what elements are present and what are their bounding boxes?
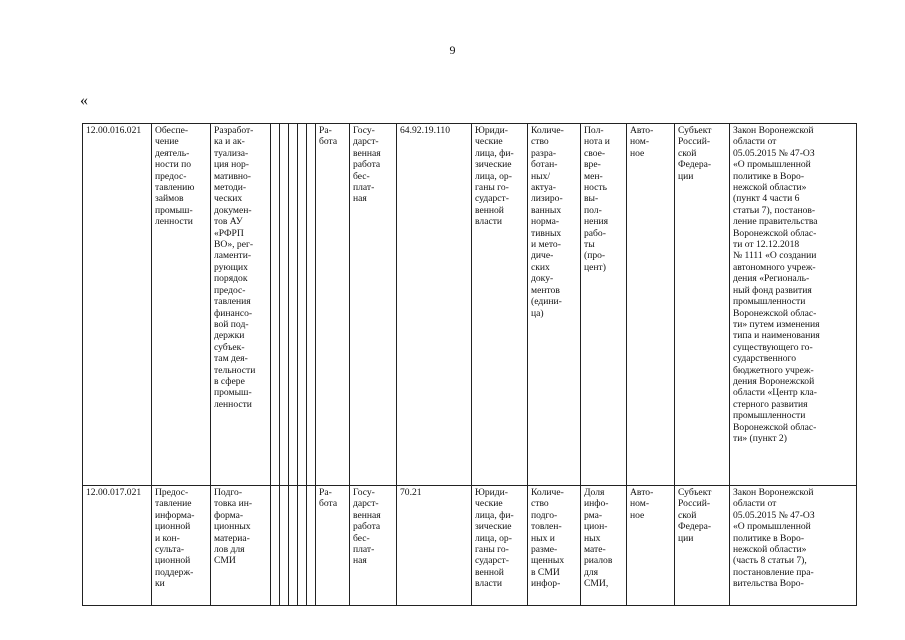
empty-cell bbox=[289, 124, 298, 486]
legal-basis-cell: Закон Воронежской области от 05.05.2015 № 47-ОЗ «О промышленной политике в Воро- нежской области» (часть 8 статьи 7), постановление пра- вительства Воро- bbox=[730, 486, 857, 606]
authority-level-cell: Субъект Россий- ской Федера- ции bbox=[675, 486, 730, 606]
opening-quote-mark: « bbox=[80, 92, 88, 109]
okved-code-cell: 64.92.19.110 bbox=[397, 124, 472, 486]
service-content-cell: Разработ- ка и ак- туализа- ция нор- мативно- методи- ческих докумен- тов АУ «РФРП ВО», рег- ламенти- рующих порядок предос- тавления финансо- вой под- держки субъек- там дея- тельности в сфере промыш- ленности bbox=[211, 124, 271, 486]
empty-cell bbox=[289, 486, 298, 606]
empty-cell bbox=[298, 486, 307, 606]
table-row bbox=[83, 486, 857, 606]
registry-code-cell: 12.00.017.021 bbox=[83, 486, 152, 606]
payment-type-cell: Госу- дарст- венная работа бес- плат- ная bbox=[350, 486, 397, 606]
institution-type-cell: Авто- ном- ное bbox=[627, 486, 675, 606]
legal-basis-cell: Закон Воронежской области от 05.05.2015 № 47-ОЗ «О промышленной политике в Воро- нежской области» (пункт 4 части 6 статьи 7), постанов- ление правительства Воронежской облас- ти от 12.12.2018 № 1111 «О создании автономного учреж- дения «Региональ- ный фонд развития промышленности Воронежской облас- ти» путем изменения типа и наименования существующего го- сударственного бюджетного учреж- дения Воронежской области «Центр кла- стерного развития промышленности Воронежской облас- ти» (пункт 2) bbox=[730, 124, 857, 486]
service-type-cell: Ра- бота bbox=[316, 124, 350, 486]
empty-cell bbox=[307, 124, 316, 486]
quality-indicator-cell: Пол- нота и свое- вре- мен- ность вы- пол- нения рабо- ты (про- цент) bbox=[581, 124, 627, 486]
volume-indicator-cell: Количе- ство разра- ботан- ных/ актуа- лизиро- ванных норма- тивных и мето- диче- ских доку- ментов (едини- ца) bbox=[528, 124, 581, 486]
payment-type-cell: Госу- дарст- венная работа бес- плат- ная bbox=[350, 124, 397, 486]
volume-indicator-cell: Количе- ство подго- товлен- ных и разме- щенных в СМИ инфор- bbox=[528, 486, 581, 606]
services-registry-table bbox=[82, 123, 857, 606]
empty-cell bbox=[280, 486, 289, 606]
registry-code-cell: 12.00.016.021 bbox=[83, 124, 152, 486]
service-name-cell: Предос- тавление информа- ционной и кон- сульта- ционной поддерж- ки bbox=[152, 486, 211, 606]
consumers-cell: Юриди- ческие лица, фи- зические лица, ор- ганы го- сударст- венной власти bbox=[472, 486, 528, 606]
okved-code-cell: 70.21 bbox=[397, 486, 472, 606]
authority-level-cell: Субъект Россий- ской Федера- ции bbox=[675, 124, 730, 486]
empty-cell bbox=[271, 486, 280, 606]
institution-type-cell: Авто- ном- ное bbox=[627, 124, 675, 486]
empty-cell bbox=[280, 124, 289, 486]
empty-cell bbox=[298, 124, 307, 486]
empty-cell bbox=[307, 486, 316, 606]
table-row bbox=[83, 124, 857, 486]
quality-indicator-cell: Доля инфо- рма- цион- ных мате- риалов для СМИ, bbox=[581, 486, 627, 606]
service-name-cell: Обеспе- чение деятель- ности по предос- тавлению займов промыш- ленности bbox=[152, 124, 211, 486]
empty-cell bbox=[271, 124, 280, 486]
consumers-cell: Юриди- ческие лица, фи- зические лица, ор- ганы го- сударст- венной власти bbox=[472, 124, 528, 486]
service-type-cell: Ра- бота bbox=[316, 486, 350, 606]
page-number: 9 bbox=[449, 43, 456, 57]
service-content-cell: Подго- товка ин- форма- ционных материа- лов для СМИ bbox=[211, 486, 271, 606]
